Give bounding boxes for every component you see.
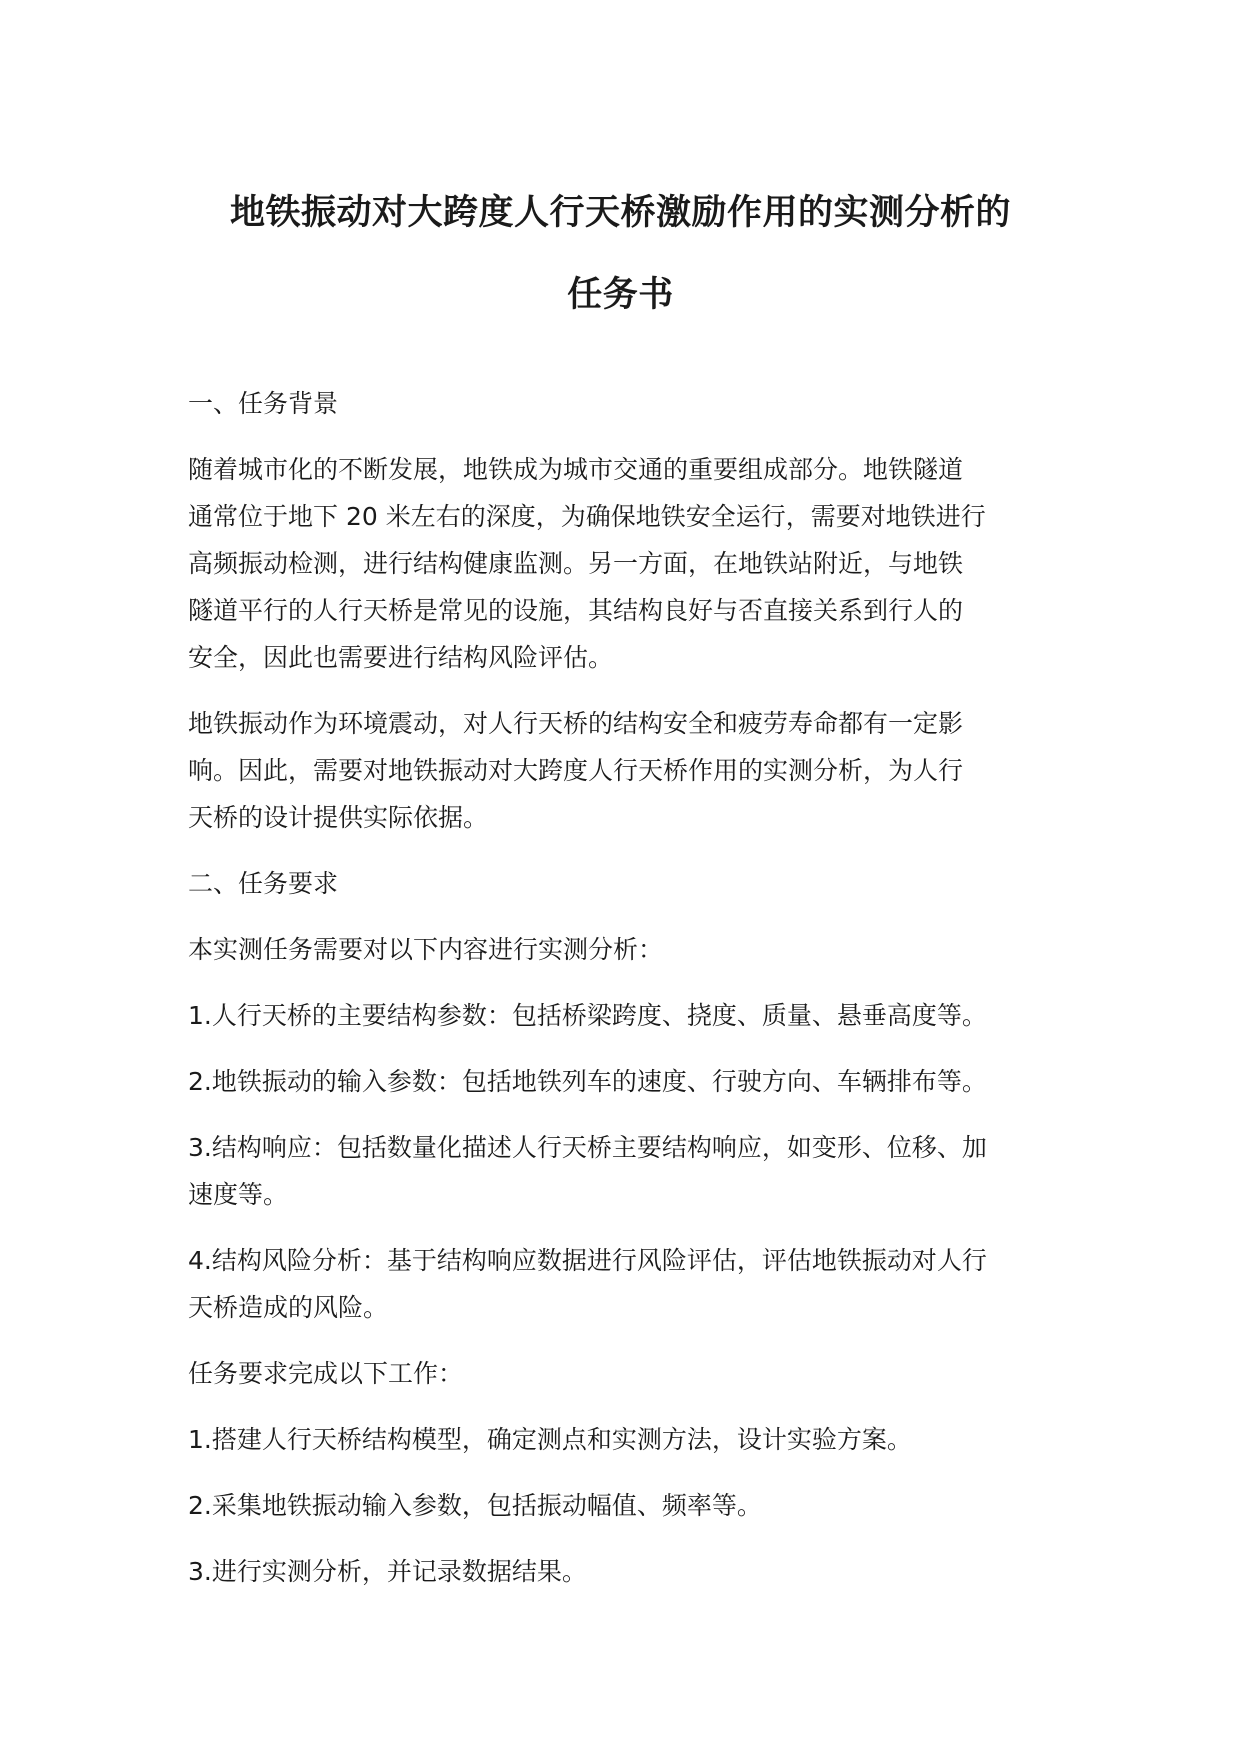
- requirement-item-4: [188, 1237, 1058, 1331]
- paragraph-line: 天桥造成的风险。: [188, 1293, 389, 1322]
- paragraph-line: 通常位于地下 20 米左右的深度，为确保地铁安全运行，需要对地铁进行: [188, 502, 986, 531]
- requirement-item-1: [188, 992, 1058, 1039]
- paragraph-line: 2.采集地铁振动输入参数，包括振动幅值、频率等。: [188, 1491, 762, 1520]
- paragraph-line: 3.进行实测分析，并记录数据结果。: [188, 1557, 587, 1586]
- paragraph-line: 速度等。: [188, 1180, 289, 1209]
- section-heading-requirements: 二、任务要求: [188, 869, 339, 898]
- work-item-1: [188, 1416, 1058, 1463]
- requirements-intro: [188, 926, 1058, 973]
- paragraph-line: 本实测任务需要对以下内容进行实测分析：: [188, 935, 664, 964]
- work-intro: [188, 1350, 1058, 1397]
- requirement-item-3: [188, 1124, 1058, 1218]
- document-title: [150, 172, 1091, 336]
- paragraph-line: 天桥的设计提供实际依据。: [188, 803, 489, 832]
- requirement-item-2: [188, 1058, 1058, 1105]
- paragraph-line: 1.人行天桥的主要结构参数：包括桥梁跨度、挠度、质量、悬垂高度等。: [188, 1001, 987, 1030]
- paragraph-line: 地铁振动作为环境震动，对人行天桥的结构安全和疲劳寿命都有一定影: [188, 709, 964, 738]
- title-line-2: 任务书: [567, 275, 674, 315]
- background-paragraph-2: [188, 700, 1058, 841]
- paragraph-line: 高频振动检测，进行结构健康监测。另一方面，在地铁站附近，与地铁: [188, 549, 964, 578]
- work-item-3: [188, 1548, 1058, 1595]
- paragraph-line: 隧道平行的人行天桥是常见的设施，其结构良好与否直接关系到行人的: [188, 596, 964, 625]
- paragraph-line: 随着城市化的不断发展，地铁成为城市交通的重要组成部分。地铁隧道: [188, 455, 964, 484]
- section-heading-background: 一、任务背景: [188, 389, 339, 418]
- paragraph-line: 任务要求完成以下工作：: [188, 1359, 464, 1388]
- document-body: [188, 380, 1058, 1614]
- work-item-2: [188, 1482, 1058, 1529]
- paragraph-line: 4.结构风险分析：基于结构响应数据进行风险评估，评估地铁振动对人行: [188, 1246, 987, 1275]
- paragraph-line: 2.地铁振动的输入参数：包括地铁列车的速度、行驶方向、车辆排布等。: [188, 1067, 987, 1096]
- title-line-1: 地铁振动对大跨度人行天桥激励作用的实测分析的: [229, 193, 1011, 233]
- paragraph-line: 响。因此，需要对地铁振动对大跨度人行天桥作用的实测分析，为人行: [188, 756, 964, 785]
- paragraph-line: 3.结构响应：包括数量化描述人行天桥主要结构响应，如变形、位移、加: [188, 1133, 987, 1162]
- paragraph-line: 1.搭建人行天桥结构模型，确定测点和实测方法，设计实验方案。: [188, 1425, 912, 1454]
- paragraph-line: 安全，因此也需要进行结构风险评估。: [188, 643, 614, 672]
- background-paragraph-1: [188, 446, 1058, 681]
